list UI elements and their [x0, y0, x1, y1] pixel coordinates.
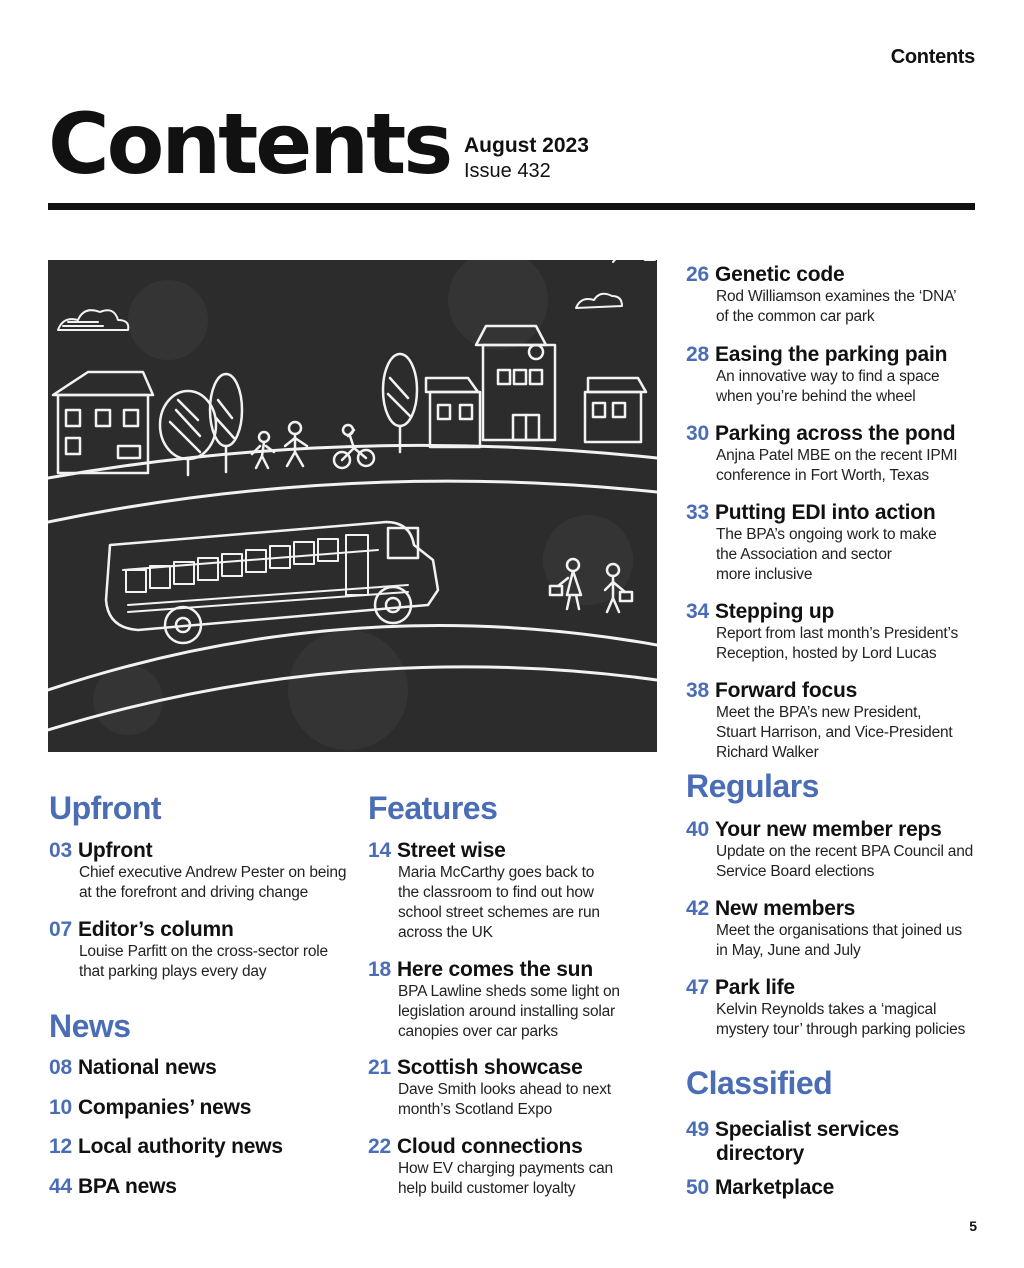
entry-title: Forward focus — [714, 679, 858, 702]
entry-desc: at the forefront and driving change — [79, 884, 309, 901]
page-ref: 07 — [49, 918, 72, 941]
entry-title: Street wise — [396, 839, 506, 862]
page-ref: 26 — [686, 263, 709, 286]
entry-desc: Chief executive Andrew Pester on being — [79, 864, 347, 881]
school-building — [426, 326, 646, 447]
toc-entry[interactable] — [686, 818, 973, 882]
section-heading-features: Features — [368, 790, 498, 826]
section-heading-classified: Classified — [686, 1065, 833, 1101]
toc-entry[interactable] — [686, 679, 953, 763]
toc-entry[interactable] — [368, 839, 600, 943]
entry-desc: Richard Walker — [716, 744, 819, 761]
toc-entry[interactable] — [686, 263, 956, 327]
entry-title: National news — [77, 1056, 217, 1079]
toc-entry[interactable] — [686, 343, 947, 407]
page-ref: 30 — [686, 422, 709, 445]
page-ref: 12 — [49, 1135, 72, 1158]
entry-desc: Update on the recent BPA Council and — [716, 843, 974, 860]
page-number: 5 — [969, 1218, 977, 1234]
page-ref: 44 — [49, 1175, 72, 1198]
page-ref: 21 — [368, 1056, 391, 1079]
toc-entry[interactable] — [686, 501, 937, 585]
toc-entry[interactable] — [49, 1175, 177, 1199]
page-ref: 14 — [368, 839, 391, 862]
entry-desc: school street schemes are run — [398, 904, 600, 921]
page-ref: 47 — [686, 976, 709, 999]
entry-title: Your new member reps — [714, 818, 942, 841]
issue-number: Issue 432 — [464, 160, 551, 182]
toc-entry[interactable] — [49, 1056, 217, 1080]
entry-title-continued: directory — [716, 1142, 805, 1165]
entry-desc: in May, June and July — [716, 942, 861, 959]
page-ref: 49 — [686, 1118, 709, 1141]
entry-desc: Dave Smith looks ahead to next — [398, 1081, 611, 1098]
page-ref: 08 — [49, 1056, 72, 1079]
page-ref: 34 — [686, 600, 709, 623]
toc-entry[interactable] — [686, 422, 957, 486]
entry-desc: Anjna Patel MBE on the recent IPMI — [716, 447, 958, 464]
toc-entry[interactable] — [49, 839, 346, 903]
entry-desc: month’s Scotland Expo — [398, 1101, 553, 1118]
toc-entry[interactable] — [49, 1096, 251, 1120]
page-ref: 28 — [686, 343, 709, 366]
entry-desc: help build customer loyalty — [398, 1180, 576, 1197]
page-ref: 40 — [686, 818, 709, 841]
entry-title: Cloud connections — [396, 1135, 583, 1158]
entry-desc: Reception, hosted by Lord Lucas — [716, 645, 937, 662]
entry-title: Marketplace — [714, 1176, 835, 1199]
toc-entry[interactable] — [686, 897, 962, 961]
entry-desc: Service Board elections — [716, 863, 875, 880]
entry-desc: mystery tour’ through parking policies — [716, 1021, 966, 1038]
entry-title: Editor’s column — [77, 918, 234, 941]
entry-title: Scottish showcase — [396, 1056, 583, 1079]
entry-title: Genetic code — [714, 263, 845, 286]
entry-desc: The BPA’s ongoing work to make — [716, 526, 937, 543]
entry-title: BPA news — [77, 1175, 177, 1198]
toc-entry[interactable] — [368, 1056, 611, 1120]
entry-title: Specialist services — [714, 1118, 900, 1141]
entry-desc: more inclusive — [716, 566, 813, 583]
toc-entry[interactable] — [686, 976, 965, 1040]
running-head: Contents — [890, 46, 975, 68]
entry-title: Parking across the pond — [714, 422, 956, 445]
page-title: Contents — [48, 95, 451, 193]
entry-desc: of the common car park — [716, 308, 875, 325]
entry-desc: Meet the organisations that joined us — [716, 922, 962, 939]
entry-title: Here comes the sun — [396, 958, 593, 981]
entry-title: Easing the parking pain — [714, 343, 948, 366]
entry-title: Park life — [714, 976, 795, 999]
walking-family — [252, 422, 307, 468]
section-heading-upfront: Upfront — [49, 790, 162, 826]
issue-date: August 2023 — [464, 134, 589, 157]
entry-desc: BPA Lawline sheds some light on — [398, 983, 620, 1000]
toc-entry[interactable] — [49, 918, 328, 982]
entry-desc: Report from last month’s President’s — [716, 625, 959, 642]
page-ref: 22 — [368, 1135, 391, 1158]
cloud-left — [58, 310, 128, 330]
entry-desc: Meet the BPA’s new President, — [716, 704, 922, 721]
section-heading-news: News — [49, 1008, 131, 1044]
entry-desc: that parking plays every day — [79, 963, 267, 980]
entry-desc: An innovative way to find a space — [716, 368, 940, 385]
entry-title: Upfront — [77, 839, 153, 862]
entry-desc: the classroom to find out how — [398, 884, 594, 901]
entry-title: New members — [714, 897, 856, 920]
entry-desc: How EV charging payments can — [398, 1160, 613, 1177]
page-ref: 18 — [368, 958, 391, 981]
toc-entry[interactable] — [686, 1118, 899, 1166]
toc-entry[interactable] — [368, 958, 620, 1042]
entry-desc: canopies over car parks — [398, 1023, 558, 1040]
page-ref: 42 — [686, 897, 709, 920]
entry-desc: Rod Williamson examines the ‘DNA’ — [716, 288, 957, 305]
chalkboard-illustration — [48, 260, 657, 752]
house-left — [53, 372, 153, 473]
entry-desc: conference in Fort Worth, Texas — [716, 467, 929, 484]
entry-desc: across the UK — [398, 924, 493, 941]
page-ref: 33 — [686, 501, 709, 524]
entry-desc: when you’re behind the wheel — [716, 388, 916, 405]
entry-title: Putting EDI into action — [714, 501, 936, 524]
toc-entry[interactable] — [686, 1176, 834, 1200]
section-heading-regulars: Regulars — [686, 768, 819, 804]
toc-entry[interactable] — [49, 1135, 283, 1159]
entry-desc: Louise Parfitt on the cross-sector role — [79, 943, 328, 960]
page-ref: 10 — [49, 1096, 72, 1119]
entry-title: Local authority news — [77, 1135, 283, 1158]
entry-desc: Maria McCarthy goes back to — [398, 864, 595, 881]
toc-entry[interactable] — [368, 1135, 613, 1199]
entry-title: Stepping up — [714, 600, 835, 623]
entry-desc: legislation around installing solar — [398, 1003, 616, 1020]
page-ref: 03 — [49, 839, 72, 862]
page-ref: 50 — [686, 1176, 709, 1199]
entry-desc: the Association and sector — [716, 546, 892, 563]
school-bus-illustration — [106, 522, 438, 643]
title-rule — [48, 203, 975, 210]
entry-desc: Kelvin Reynolds takes a ‘magical — [716, 1001, 937, 1018]
entry-desc: Stuart Harrison, and Vice-President — [716, 724, 953, 741]
toc-entry[interactable] — [686, 600, 958, 664]
entry-title: Companies’ news — [77, 1096, 252, 1119]
page-ref: 38 — [686, 679, 709, 702]
